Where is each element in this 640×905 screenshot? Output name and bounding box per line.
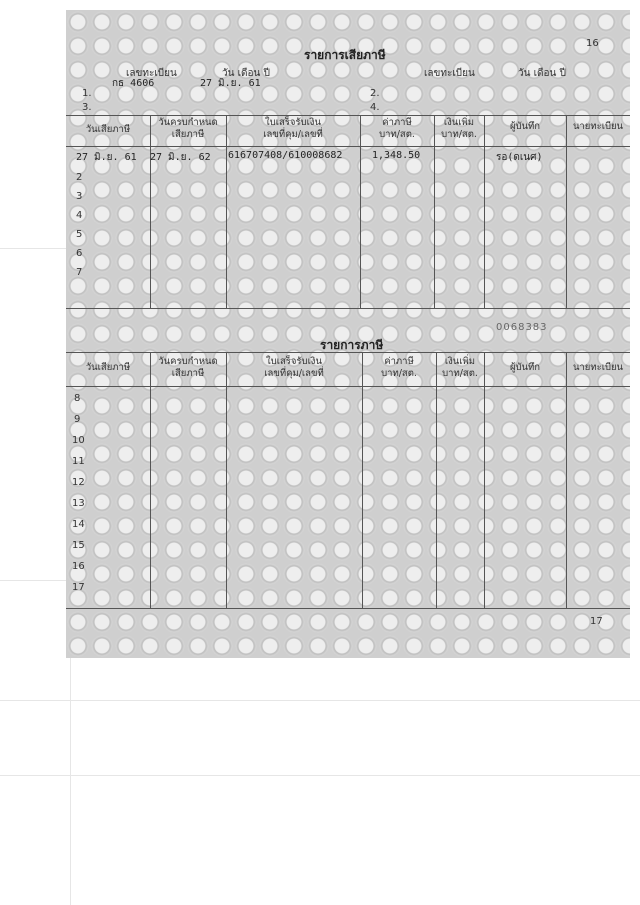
page-number-bottom: 17 [590,616,603,627]
row-number: 14 [72,519,85,530]
tax-list-title: รายการภาษี [320,338,384,352]
scan-line [0,700,640,701]
slot-3: 3. [82,102,92,113]
tax-record-sheet [66,10,630,658]
margin-line [70,658,71,905]
row-number: 7 [76,267,83,278]
row-number: 8 [74,393,81,404]
row1-due-date: 27 มิ.ย. 62 [150,152,211,163]
table1-divider [360,115,361,308]
col-header-tax-amount: ค่าภาษี บาท/สต. [379,117,415,140]
row-number: 5 [76,229,83,240]
row-number: 12 [72,477,85,488]
table2-divider [436,352,437,608]
reg-label-1: เลขทะเบียน [126,68,177,79]
row-number: 16 [72,561,85,572]
row-number: 10 [72,435,85,446]
row1-tax-date: 27 มิ.ย. 61 [76,152,137,163]
table1-divider [150,115,151,308]
row-number: 15 [72,540,85,551]
table1-divider [484,115,485,308]
col-header-receipt: ใบเสร็จรับเงิน เลขที่คุม/เลขที่ [264,356,324,379]
row-number: 17 [72,582,85,593]
table1-bottom-border [66,308,630,309]
table1-divider [566,115,567,308]
table2-divider [566,352,567,608]
serial-fragment: 0068383 [496,322,548,333]
row-number: 6 [76,248,83,259]
row-number: 4 [76,210,83,221]
slot-2: 2. [370,88,380,99]
table2-bottom-border [66,608,630,609]
plate-date: 27 มิ.ย. 61 [200,78,261,89]
table1-divider [226,115,227,308]
table1-divider [434,115,435,308]
col-header-receipt: ใบเสร็จรับเงิน เลขที่คุม/เลขที่ [263,117,323,140]
date-label-2: วัน เดือน ปี [518,68,566,79]
table2-divider [226,352,227,608]
scan-line [0,775,640,776]
col-header-surcharge: เงินเพิ่ม บาท/สต. [442,356,478,379]
col-header-due-date: วันครบกำหนด เสียภาษี [158,117,218,140]
col-header-due-date: วันครบกำหนด เสียภาษี [158,356,218,379]
col-header-tax-amount: ค่าภาษี บาท/สต. [381,356,417,379]
row-number: 9 [74,414,81,425]
row1-tax-amount: 1,348.50 [372,150,421,161]
row1-recorder: รอ(ดเนศ) [496,152,543,163]
col-header-registrar: นายทะเบียน [572,362,624,373]
col-header-recorder: ผู้บันทึก [509,121,541,132]
table2-divider [150,352,151,608]
col-header-recorder: ผู้บันทึก [509,362,541,373]
slot-1: 1. [82,88,92,99]
date-label-1: วัน เดือน ปี [222,68,270,79]
page-number-top: 16 [586,38,599,49]
row-number: 3 [76,191,83,202]
table2-divider [484,352,485,608]
row-number: 11 [72,456,85,467]
col-header-tax-date: วันเสียภาษี [85,124,131,135]
row-number: 13 [72,498,85,509]
scan-line [0,248,66,249]
reg-label-2: เลขทะเบียน [424,68,475,79]
row-number: 2 [76,172,83,183]
col-header-tax-date: วันเสียภาษี [85,362,131,373]
slot-4: 4. [370,102,380,113]
col-header-registrar: นายทะเบียน [572,121,624,132]
table2-divider [362,352,363,608]
scan-line [0,580,66,581]
row1-receipt: 616707408/610008682 [228,150,343,161]
col-header-surcharge: เงินเพิ่ม บาท/สต. [441,117,477,140]
plate-number: กธ 4606 [112,78,155,89]
tax-record-title: รายการเสียภาษี [304,48,386,62]
